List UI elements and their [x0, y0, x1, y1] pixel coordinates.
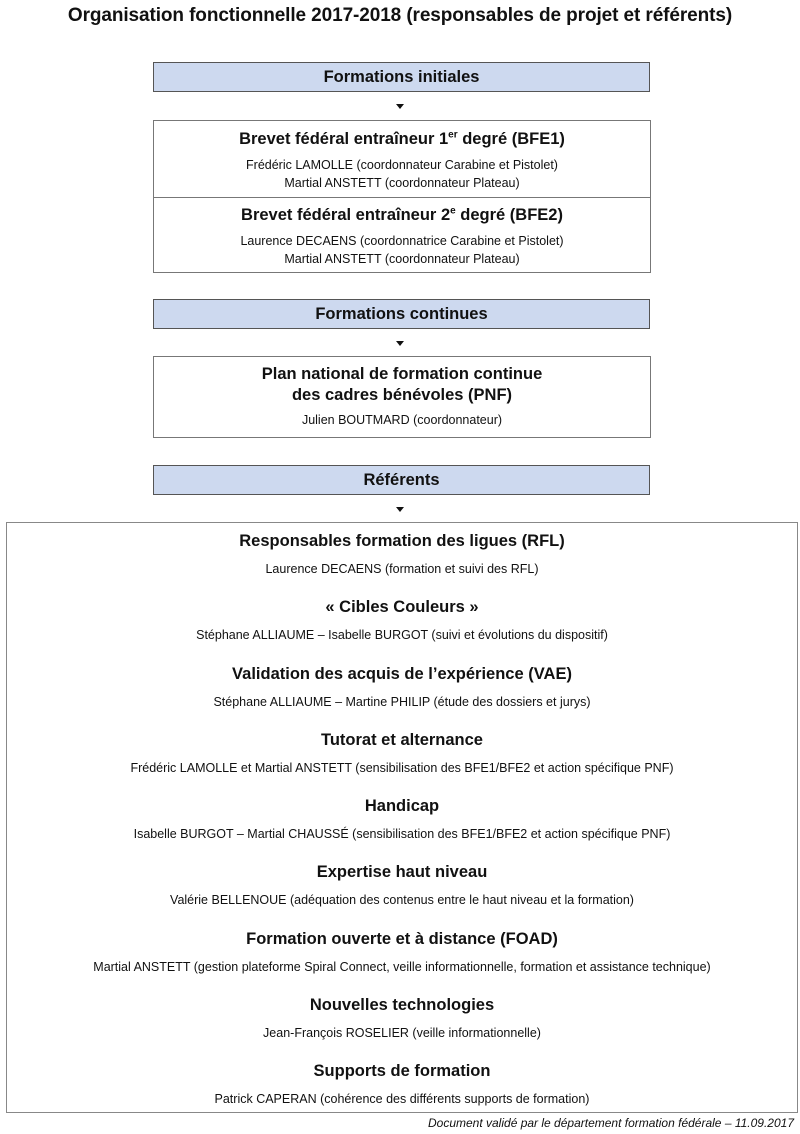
arrow-down-icon [396, 507, 404, 512]
footer-validation-note: Document validé par le département formation fédérale – 11.09.2017 [427, 1116, 794, 1130]
referent-line: Stéphane ALLIAUME – Isabelle BURGOT (suivi et évolutions du dispositif) [196, 628, 608, 642]
referent-title: Responsables formation des ligues (RFL) [239, 532, 565, 550]
arrow-down-icon [396, 341, 404, 346]
bfe2-coordinator-line: Martial ANSTETT (coordonnateur Plateau) [284, 252, 520, 266]
referent-title: Validation des acquis de l’expérience (VAE) [232, 665, 572, 683]
arrow-down-icon [396, 104, 404, 109]
pnf-block [154, 357, 650, 429]
section-header-formations-continues: Formations continues [153, 299, 650, 329]
referent-tutorat [7, 729, 797, 777]
pnf-title-line: Plan national de formation continue [261, 365, 543, 383]
pnf-coordinator-line: Julien BOUTMARD (coordonnateur) [301, 413, 503, 427]
bfe2-coordinator-line: Laurence DECAENS (coordonnatrice Carabine et Pistolet) [240, 234, 564, 248]
referent-line: Isabelle BURGOT – Martial CHAUSSÉ (sensibilisation des BFE1/BFE2 et action spécifique PNF) [133, 827, 671, 841]
referent-line: Laurence DECAENS (formation et suivi des RFL) [265, 562, 539, 576]
bfe2-block [154, 197, 650, 272]
referent-foad [7, 928, 797, 976]
bfe1-title: Brevet fédéral entraîneur 1er degré (BFE1) [239, 129, 565, 148]
referent-nouvelles-technologies [7, 994, 797, 1042]
bfe1-coordinator-line: Martial ANSTETT (coordonnateur Plateau) [284, 176, 520, 190]
referent-line: Stéphane ALLIAUME – Martine PHILIP (étude des dossiers et jurys) [213, 695, 591, 709]
referent-supports [7, 1060, 797, 1108]
referent-cibles-couleurs [7, 596, 797, 644]
referent-vae [7, 663, 797, 711]
referent-line: Frédéric LAMOLLE et Martial ANSTETT (sensibilisation des BFE1/BFE2 et action spécifique PNF) [130, 761, 674, 775]
formations-continues-box [153, 356, 651, 438]
referent-title: Supports de formation [313, 1062, 491, 1080]
formations-initiales-box [153, 120, 651, 273]
bfe2-title: Brevet fédéral entraîneur 2e degré (BFE2) [241, 205, 563, 224]
page-title: Organisation fonctionnelle 2017-2018 (responsables de projet et référents) [67, 5, 733, 26]
bfe1-coordinator-line: Frédéric LAMOLLE (coordonnateur Carabine et Pistolet) [246, 158, 558, 172]
referent-line: Martial ANSTETT (gestion plateforme Spiral Connect, veille informationnelle, formation et assistance technique) [93, 960, 711, 974]
pnf-title-line: des cadres bénévoles (PNF) [291, 386, 513, 404]
referent-title: Expertise haut niveau [316, 863, 488, 881]
referent-title: Formation ouverte et à distance (FOAD) [246, 930, 558, 948]
referent-line: Valérie BELLENOUE (adéquation des contenus entre le haut niveau et la formation) [170, 893, 634, 907]
referents-box [6, 522, 798, 1113]
referent-handicap [7, 795, 797, 843]
referent-line: Patrick CAPERAN (cohérence des différents supports de formation) [214, 1092, 590, 1106]
referent-rfl [7, 530, 797, 578]
referent-title: « Cibles Couleurs » [325, 598, 479, 616]
referent-title: Nouvelles technologies [309, 996, 495, 1014]
referent-expertise [7, 861, 797, 909]
referent-title: Tutorat et alternance [321, 731, 483, 749]
bfe1-block [154, 121, 650, 197]
section-header-formations-initiales: Formations initiales [153, 62, 650, 92]
section-header-referents: Référents [153, 465, 650, 495]
referent-title: Handicap [364, 797, 440, 815]
referent-line: Jean-François ROSELIER (veille informationnelle) [263, 1026, 541, 1040]
